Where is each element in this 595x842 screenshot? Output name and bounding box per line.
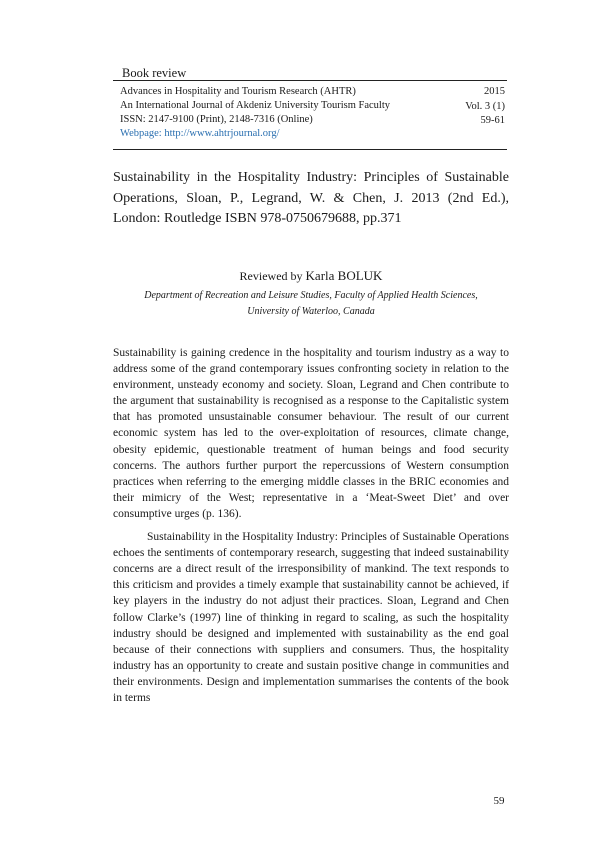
issue-year: 2015 — [484, 86, 505, 97]
issue-pages: 59-61 — [480, 115, 505, 126]
reviewer-prefix: Reviewed by — [239, 269, 303, 283]
issue-info — [465, 85, 505, 128]
journal-info — [120, 85, 390, 141]
journal-webpage-link[interactable]: Webpage: http://www.ahtrjournal.org/ — [120, 128, 280, 139]
journal-header — [113, 80, 507, 150]
journal-subtitle: An International Journal of Akdeniz University Tourism Faculty — [120, 100, 390, 111]
reviewer-affiliation — [113, 288, 509, 320]
paragraph: Sustainability in the Hospitality Industry: Principles of Sustainable Operations echoes the sentiments of contemporary research, suggesting that indeed sustainability concerns are a direct result of the irresponsibility of mankind. The text responds to this criticism and provides a timely example that sustainability cannot be achieved, if key players in the industry do not adjust their practices. Sloan, Legrand and Chen follow Clarke’s (1997) line of thinking in regard to scaling, as such the hospitality industry should be designed and implemented with sustainability as the end goal because of their connections with suppliers and consumers. Thus, the hospitality industry has an opportunity to create and sustain positive change in communities and their environments. Design and implementation summarises the contents of the book in terms — [113, 531, 509, 704]
review-body — [113, 345, 509, 713]
reviewer-name: Karla BOLUK — [305, 268, 383, 283]
section-label: Book review — [122, 66, 187, 80]
review-title: Sustainability in the Hospitality Industry: Principles of Sustainable Operations, Sloan, P., Legrand, W. & Chen, J. 2013 (2nd Ed.), London: Routledge ISBN 978-0750679688, pp.371 — [113, 170, 509, 226]
affiliation-line-1: Department of Recreation and Leisure Studies, Faculty of Applied Health Sciences, — [144, 290, 478, 301]
issue-volume: Vol. 3 (1) — [465, 101, 505, 112]
journal-name: Advances in Hospitality and Tourism Research (AHTR) — [120, 86, 356, 97]
reviewer-line — [113, 268, 509, 284]
page-number: 59 — [493, 795, 505, 807]
paragraph: Sustainability is gaining credence in the hospitality and tourism industry as a way to address some of the grand contemporary issues confronting society in relation to the environment, unsteady economy and society. Sloan, Legrand and Chen contribute to the argument that sustainability is recognised as a response to the Capitalistic system that has promoted unsustainable consumer behaviour. The result of our current economic system has led to the over-exploitation of resources, climate change, obesity epidemic, questionable treatment of human beings and food security concerns. The authors further purport the repercussions of Western consumption practices when referring to the emerging middle classes in the BRIC economies and their mimicry of the West; representative in a ‘Meat-Sweet Diet’ and over consumptive urges (p. 136). — [113, 347, 509, 520]
affiliation-line-2: University of Waterloo, Canada — [247, 306, 375, 317]
journal-issn: ISSN: 2147-9100 (Print), 2148-7316 (Online) — [120, 114, 313, 125]
